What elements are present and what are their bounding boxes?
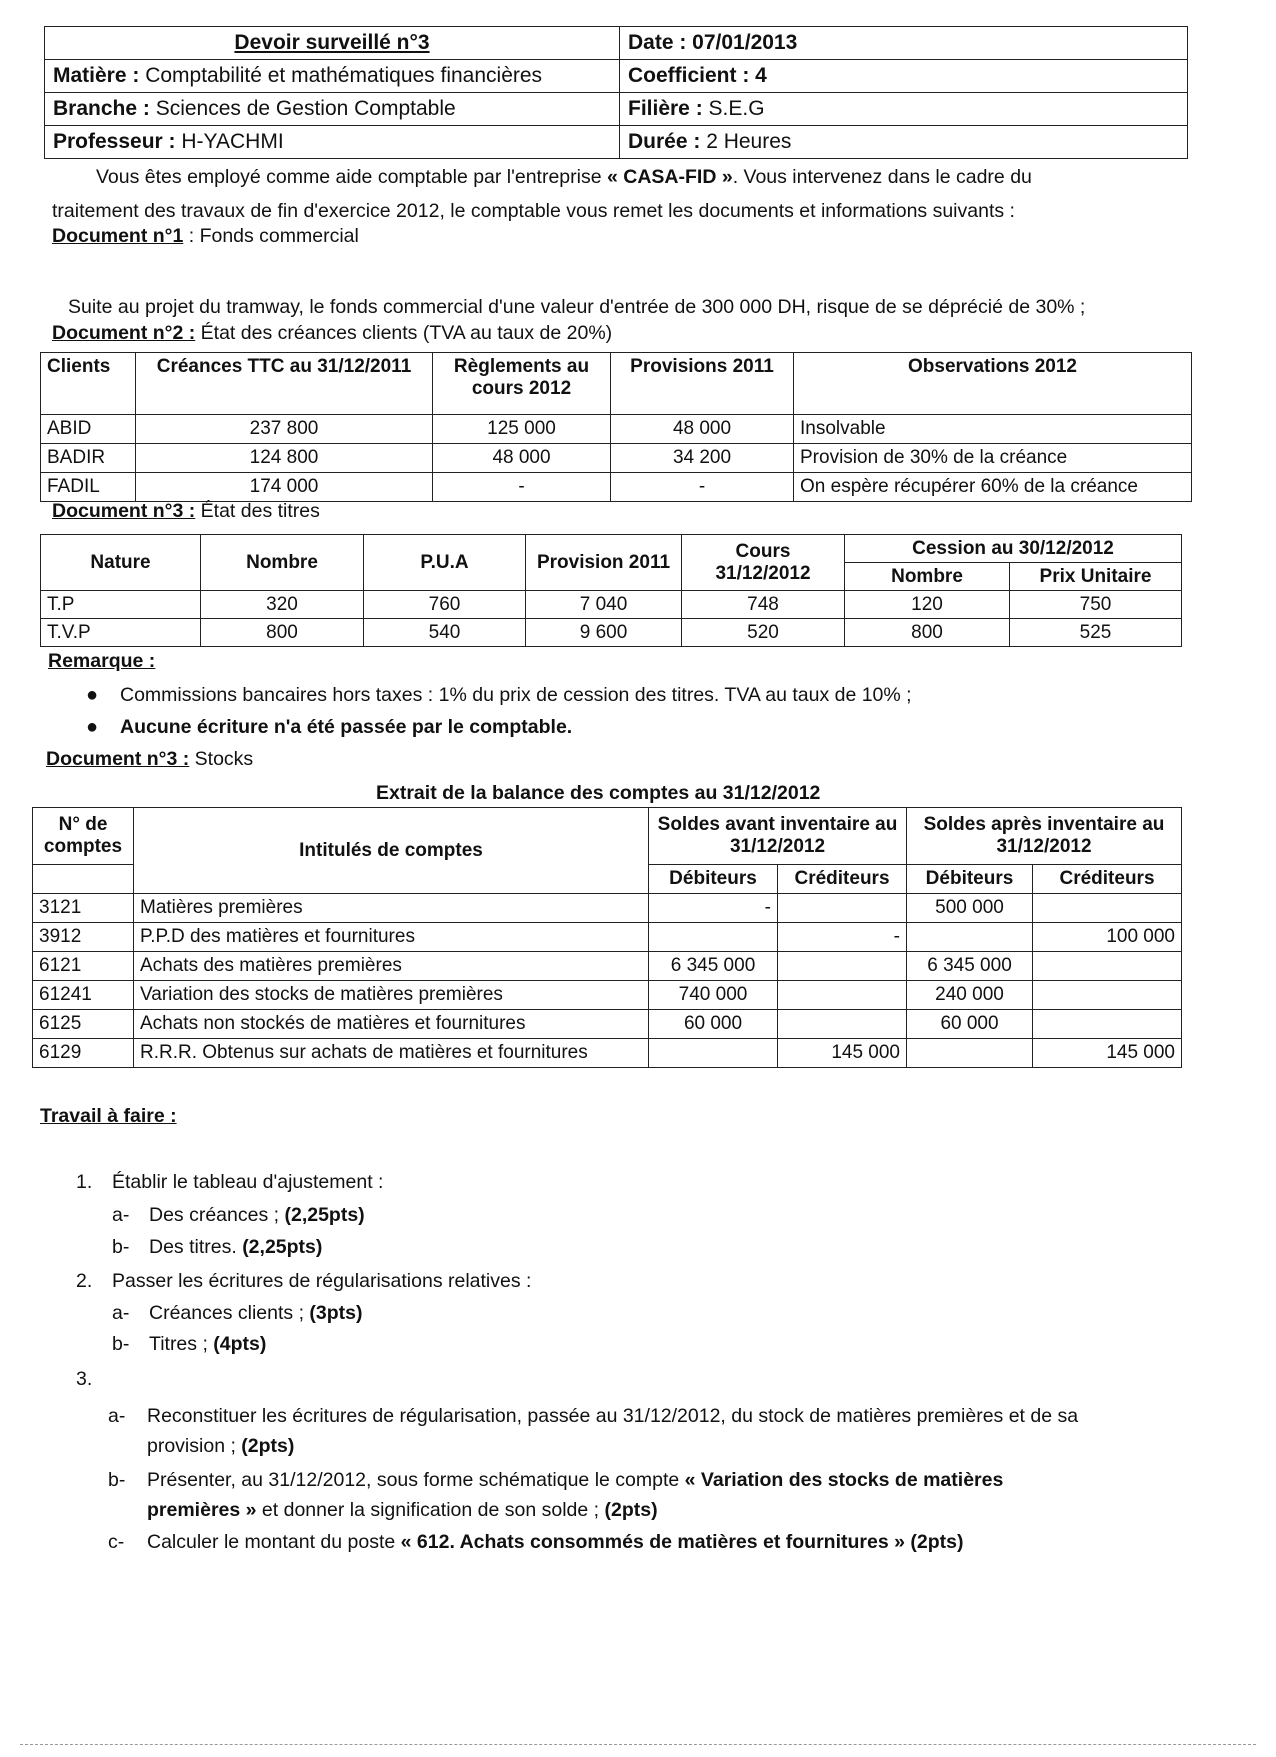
col-cession-nombre: Nombre [845,563,1010,591]
col-clients: Clients [41,353,136,415]
nombre: 800 [201,619,364,647]
col-cession-prix: Prix Unitaire [1010,563,1182,591]
apres-debit [907,1039,1033,1068]
col-numero-spacer [33,865,134,894]
table-row [41,619,1182,647]
col-cession: Cession au 30/12/2012 [845,535,1182,563]
task-letter: a- [108,1405,126,1427]
apres-credit: 145 000 [1033,1039,1182,1068]
table-row [41,591,1182,619]
bullet-icon: ● [86,684,99,706]
doc4-title: Stocks [189,748,254,770]
doc2-label: Document n°2 : [52,322,196,344]
account-label: Matières premières [134,894,649,923]
avant-credit: - [778,923,907,952]
doc3-title: État des titres [195,500,320,522]
reglement: - [433,473,611,502]
cession-prix: 525 [1010,619,1182,647]
table-row [41,473,1192,502]
avant-credit [778,894,907,923]
filiere-cell [620,93,1188,126]
task-3a-text: provision ; [147,1435,242,1457]
account-label: R.R.R. Obtenus sur achats de matières et fournitures [134,1039,649,1068]
account-number: 6125 [33,1010,134,1039]
travail-label: Travail à faire : [40,1105,177,1127]
pua: 540 [364,619,526,647]
table-row [33,894,1182,923]
task-number: 1. [76,1171,93,1193]
company-name: « CASA-FID » [607,166,733,188]
task-3b-account-end: premières » [147,1499,257,1521]
reglement: 125 000 [433,415,611,444]
task-1b-points: (2,25pts) [242,1236,323,1258]
coefficient-value: 4 [749,64,767,87]
col-nombre: Nombre [201,535,364,591]
account-number: 6129 [33,1039,134,1068]
observation: Insolvable [794,415,1192,444]
task-3b-account: « Variation des stocks de matières [684,1469,1004,1491]
task-1a-text: Des créances ; [149,1204,285,1226]
duration-key: Durée : [628,130,701,153]
intro-line-1 [96,166,1032,189]
col-pua: P.U.A [364,535,526,591]
doc2-title: État des créances clients (TVA au taux de 20%) [195,322,613,344]
professor-key: Professeur : [53,130,176,153]
task-2a-points: (3pts) [309,1302,363,1324]
account-label: P.P.D des matières et fournitures [134,923,649,952]
avant-debit [649,1039,778,1068]
receivables-header-row [41,353,1192,415]
balance-table-title: Extrait de la balance des comptes au 31/12/2012 [376,782,821,804]
filiere-key: Filière : [628,97,703,120]
col-creances: Créances TTC au 31/12/2011 [136,353,433,415]
doc4-heading [46,748,253,771]
securities-table [40,534,1182,647]
coefficient-cell [620,60,1188,93]
account-number: 61241 [33,981,134,1010]
table-row [41,444,1192,473]
doc4-label: Document n°3 : [46,748,190,770]
avant-debit [649,923,778,952]
subject-cell [45,60,620,93]
table-row [33,1039,1182,1068]
account-number: 3912 [33,923,134,952]
avant-credit [778,1010,907,1039]
nombre: 320 [201,591,364,619]
table-row [33,952,1182,981]
task-3c [147,1531,963,1554]
task-3c-points: (2pts) [904,1531,964,1553]
apres-debit: 240 000 [907,981,1033,1010]
table-row [33,981,1182,1010]
avant-debit: - [649,894,778,923]
task-letter: b- [108,1469,126,1491]
account-number: 3121 [33,894,134,923]
task-1-text: Établir le tableau d'ajustement : [112,1171,384,1193]
bullet-icon: ● [86,716,99,738]
cession-nombre: 120 [845,591,1010,619]
duration-cell [620,126,1188,159]
professor-cell [45,126,620,159]
col-numero: N° de comptes [33,808,134,865]
col-provisions: Provisions 2011 [611,353,794,415]
provision: 48 000 [611,415,794,444]
provision: 7 040 [526,591,682,619]
cours: 520 [682,619,845,647]
task-number: 2. [76,1270,93,1292]
col-apres-inventaire: Soldes après inventaire au 31/12/2012 [907,808,1182,865]
account-label: Variation des stocks de matières premières [134,981,649,1010]
remarque-label: Remarque : [48,650,156,672]
avant-credit: 145 000 [778,1039,907,1068]
task-1b [149,1236,322,1259]
avant-credit [778,981,907,1010]
scan-edge-divider [20,1744,1256,1746]
task-1b-text: Des titres. [149,1236,243,1258]
task-1a-points: (2,25pts) [284,1204,365,1226]
nature: T.P [41,591,201,619]
subject-value: Comptabilité et mathématiques financières [139,64,543,87]
task-2a [149,1302,363,1325]
task-2b [149,1333,266,1356]
exam-header-table [44,26,1188,159]
col-reglements: Règlements au cours 2012 [433,353,611,415]
observation: Provision de 30% de la créance [794,444,1192,473]
provision: - [611,473,794,502]
table-row [41,415,1192,444]
task-letter: b- [112,1236,130,1258]
pua: 760 [364,591,526,619]
task-letter: c- [108,1531,125,1553]
apres-credit [1033,981,1182,1010]
account-label: Achats non stockés de matières et fournitures [134,1010,649,1039]
receivables-table [40,352,1192,502]
task-3b-line1 [147,1469,1003,1492]
task-3b-line2 [147,1499,658,1522]
col-provision-2011: Provision 2011 [526,535,682,591]
avant-debit: 740 000 [649,981,778,1010]
intro-text-c: . Vous intervenez dans le cadre du [732,166,1032,188]
coefficient-key: Coefficient : [628,64,750,87]
task-3b-points: (2pts) [604,1499,658,1521]
apres-debit: 500 000 [907,894,1033,923]
avant-debit: 60 000 [649,1010,778,1039]
apres-credit: 100 000 [1033,923,1182,952]
task-2a-text: Créances clients ; [149,1302,310,1324]
col-avant-inventaire: Soldes avant inventaire au 31/12/2012 [649,808,907,865]
avant-credit [778,952,907,981]
task-letter: a- [112,1204,130,1226]
col-avant-crediteurs: Créditeurs [778,865,907,894]
col-apres-crediteurs: Créditeurs [1033,865,1182,894]
client-name: BADIR [41,444,136,473]
client-name: ABID [41,415,136,444]
apres-credit [1033,952,1182,981]
task-3c-text: Calculer le montant du poste [147,1531,401,1553]
remark-2: Aucune écriture n'a été passée par le comptable. [120,716,573,738]
provision: 9 600 [526,619,682,647]
task-2-text: Passer les écritures de régularisations relatives : [112,1270,532,1292]
doc1-label: Document n°1 [52,225,184,247]
apres-credit [1033,894,1182,923]
provision: 34 200 [611,444,794,473]
task-2b-points: (4pts) [213,1333,267,1355]
task-3b-text: Présenter, au 31/12/2012, sous forme schématique le compte [147,1469,685,1491]
task-number: 3. [76,1368,93,1390]
branch-key: Branche : [53,97,150,120]
task-2b-text: Titres ; [149,1333,214,1355]
professor-value: H-YACHMI [175,130,284,153]
exam-date: Date : 07/01/2013 [620,27,1188,60]
col-observations: Observations 2012 [794,353,1192,415]
doc3-label: Document n°3 : [52,500,196,522]
doc1-text: Suite au projet du tramway, le fonds commercial d'une valeur d'entrée de 300 000 DH, risque de se déprécié de 30% ; [68,296,1086,318]
apres-debit: 60 000 [907,1010,1033,1039]
nature: T.V.P [41,619,201,647]
task-3b-text-2: et donner la signification de son solde ; [256,1499,605,1521]
filiere-value: S.E.G [702,97,765,120]
task-3a-line2 [147,1435,294,1458]
col-intitules: Intitulés de comptes [134,808,649,894]
branch-value: Sciences de Gestion Comptable [149,97,456,120]
task-letter: a- [112,1302,130,1324]
apres-debit: 6 345 000 [907,952,1033,981]
client-name: FADIL [41,473,136,502]
cession-nombre: 800 [845,619,1010,647]
col-cours: Cours 31/12/2012 [682,535,845,591]
creance-ttc: 237 800 [136,415,433,444]
task-3a-line1: Reconstituer les écritures de régularisation, passée au 31/12/2012, du stock de matières premières et de sa [147,1405,1079,1427]
exam-title: Devoir surveillé n°3 [45,27,620,60]
securities-header-row-1 [41,535,1182,563]
apres-credit [1033,1010,1182,1039]
col-nature: Nature [41,535,201,591]
balance-table [32,807,1182,1068]
task-3c-poste: « 612. Achats consommés de matières et fournitures » [400,1531,905,1553]
intro-line-2: traitement des travaux de fin d'exercice 2012, le comptable vous remet les documents et informations suivants : [52,200,1015,222]
doc3-heading [52,500,320,523]
branch-cell [45,93,620,126]
reglement: 48 000 [433,444,611,473]
observation: On espère récupérer 60% de la créance [794,473,1192,502]
creance-ttc: 174 000 [136,473,433,502]
subject-key: Matière : [53,64,140,87]
apres-debit [907,923,1033,952]
creance-ttc: 124 800 [136,444,433,473]
cours: 748 [682,591,845,619]
col-apres-debiteurs: Débiteurs [907,865,1033,894]
doc1-heading [52,225,359,248]
col-avant-debiteurs: Débiteurs [649,865,778,894]
cession-prix: 750 [1010,591,1182,619]
task-letter: b- [112,1333,130,1355]
account-number: 6121 [33,952,134,981]
task-1a [149,1204,365,1227]
avant-debit: 6 345 000 [649,952,778,981]
table-row [33,1010,1182,1039]
duration-value: 2 Heures [700,130,792,153]
doc1-title: : Fonds commercial [183,225,359,247]
remark-1: Commissions bancaires hors taxes : 1% du prix de cession des titres. TVA au taux de 10% ; [120,684,912,706]
account-label: Achats des matières premières [134,952,649,981]
task-3a-points: (2pts) [241,1435,295,1457]
intro-text-a: Vous êtes employé comme aide comptable par l'entreprise [96,166,607,188]
table-row [33,923,1182,952]
doc2-heading [52,322,612,345]
